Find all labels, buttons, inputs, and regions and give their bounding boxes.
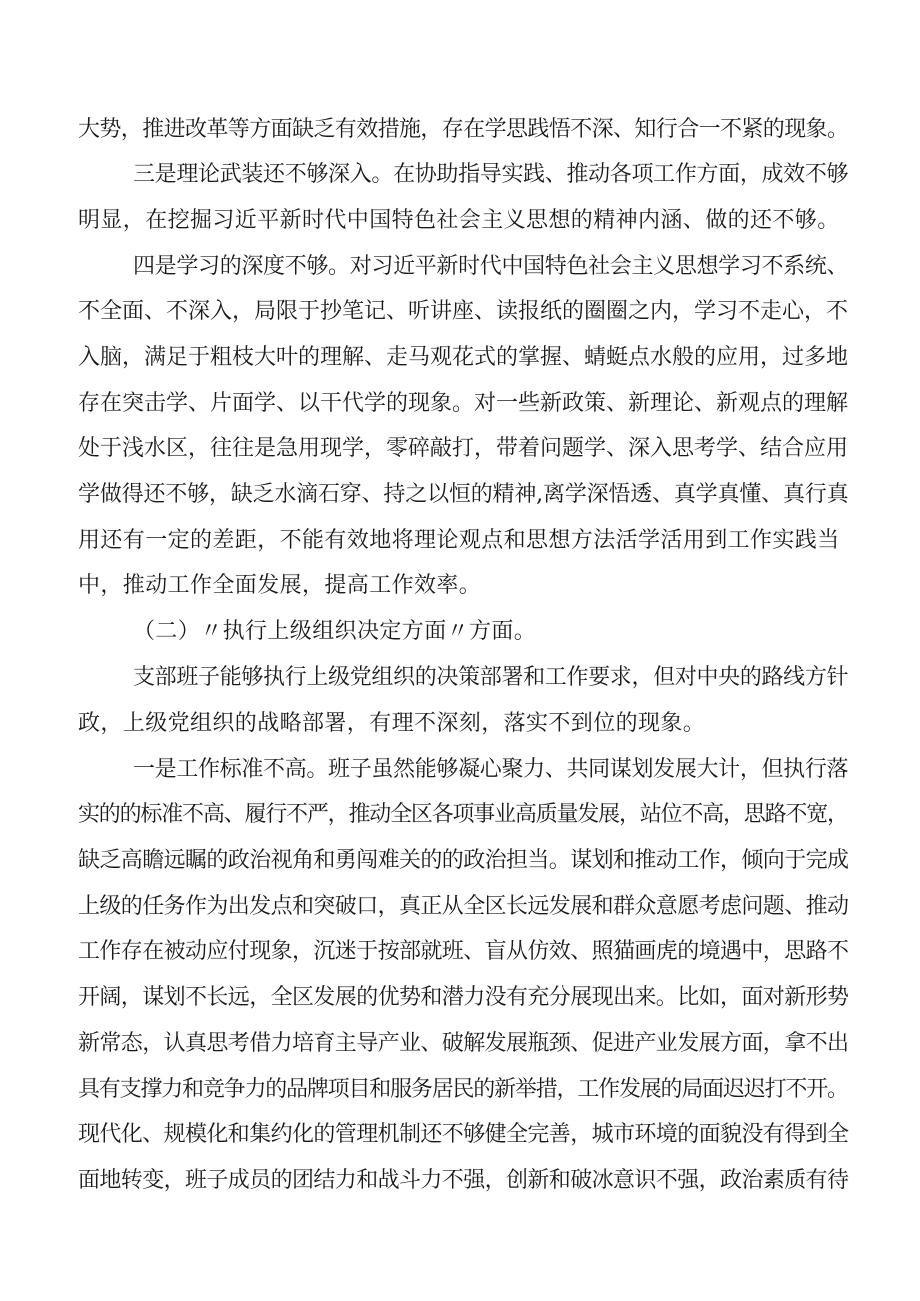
text-line-5: 不全面、不深入，局限于抄笔记、听讲座、读报纸的圈圈之内，学习不走心，不: [78, 299, 849, 324]
text-line-3: 明显，在挖掘习近平新时代中国特色社会主义思想的精神内涵、做的还不够。: [78, 208, 840, 233]
text-line-1: 大势，推进改革等方面缺乏有效措施，存在学思践悟不深、知行合一不紧的现象。: [78, 117, 849, 142]
text-line-20: 开阔，谋划不长远，全区发展的优势和潜力没有充分展现出来。比如，面对新形势: [78, 985, 849, 1010]
text-line-24: 面地转变，班子成员的团结力和战斗力不强，创新和破冰意识不强，政治素质有待: [78, 1168, 849, 1193]
text-line-18: 上级的任务作为出发点和突破口，真正从全区长远发展和群众意愿考虑问题、推动: [78, 894, 849, 919]
text-line-7: 存在突击学、片面学、以干代学的现象。对一些新政策、新理论、新观点的理解: [78, 391, 849, 416]
text-line-16: 实的的标准不高、履行不严，推动全区各项事业高质量发展，站位不高，思路不宽，: [78, 802, 848, 827]
text-line-23: 现代化、规模化和集约化的管理机制还不够健全完善，城市环境的面貌没有得到全: [78, 1122, 849, 1147]
text-line-10: 用还有一定的差距，不能有效地将理论观点和思想方法活学活用到工作实践当: [78, 528, 840, 553]
text-line-14: 政，上级党组织的战略部署，有理不深刻，落实不到位的现象。: [78, 711, 706, 736]
text-line-17: 缺乏高瞻远瞩的政治视角和勇闯难关的的政治担当。谋划和推动工作，倾向于完成: [78, 848, 849, 873]
text-line-11: 中，推动工作全面发展，提高工作效率。: [78, 573, 482, 598]
text-line-4: 四是学习的深度不够。对习近平新时代中国特色社会主义思想学习不系统、: [133, 254, 849, 279]
text-line-19: 工作存在被动应付现象，沉迷于按部就班、盲从仿效、照猫画虎的境遇中，思路不: [78, 939, 849, 964]
text-line-13: 支部班子能够执行上级党组织的决策部署和工作要求，但对中央的路线方针: [133, 665, 849, 690]
text-line-6: 入脑，满足于粗枝大叶的理解、走马观花式的掌握、蜻蜓点水般的应用，过多地: [78, 345, 849, 370]
text-line-21: 新常态，认真思考借力培育主导产业、破解发展瓶颈、促进产业发展方面，拿不出: [78, 1031, 849, 1056]
text-line-9: 学做得还不够，缺乏水滴石穿、持之以恒的精神,离学深悟透、真学真懂、真行真: [78, 482, 849, 507]
section-heading: （二）〃执行上级组织决定方面〃方面。: [133, 619, 537, 644]
text-line-2: 三是理论武装还不够深入。在协助指导实践、推动各项工作方面，成效不够: [133, 162, 849, 187]
text-line-8: 处于浅水区，往往是急用现学，零碎敲打，带着问题学、深入思考学、结合应用: [78, 436, 849, 461]
text-line-22: 具有支撑力和竞争力的品牌项目和服务居民的新举措，工作发展的局面迟迟打不开。: [78, 1077, 848, 1102]
text-line-15: 一是工作标准不高。班子虽然能够凝心聚力、共同谋划发展大计，但执行落: [133, 757, 849, 782]
